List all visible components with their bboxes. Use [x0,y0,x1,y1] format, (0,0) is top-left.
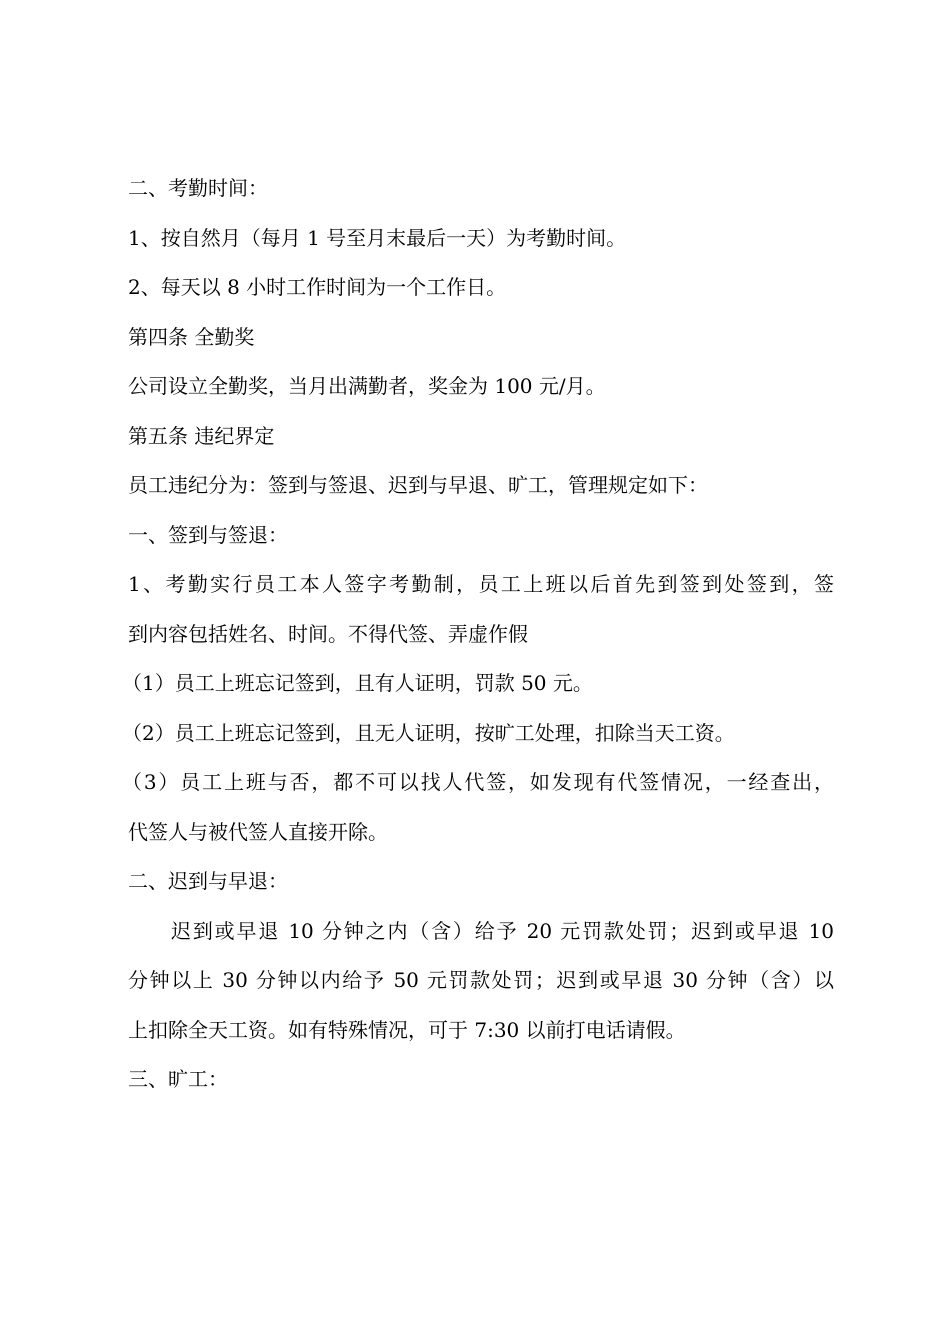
article-heading-violations: 第五条 违纪界定 [128,423,275,448]
section-heading-sign-in: 一、签到与签退： [128,522,288,547]
document-body [122,164,834,1105]
list-item: （3）员工上班与否，都不可以找人代签，如发现有代签情况，一经查出， [122,770,834,794]
paragraph-line: 代签人与被代签人直接开除。 [128,819,388,844]
section-heading-absenteeism: 三、旷工： [128,1067,228,1091]
paragraph-line: 到内容包括姓名、时间。不得代签、弄虚作假 [128,621,528,646]
list-item: （2）员工上班忘记签到，且无人证明，按旷工处理，扣除当天工资。 [122,720,735,745]
paragraph-line: 2、每天以 8 小时工作时间为一个工作日。 [128,275,507,299]
article-heading-full-attendance: 第四条 全勤奖 [128,324,255,349]
paragraph-line: 1、按自然月（每月 1 号至月末最后一天）为考勤时间。 [128,225,627,250]
paragraph-line: 迟到或早退 10 分钟之内（含）给予 20 元罚款处罚；迟到或早退 10 [171,918,834,943]
paragraph-line: 员工违纪分为：签到与签退、迟到与早退、旷工，管理规定如下： [128,473,708,497]
section-heading-attendance-time: 二、考勤时间： [128,176,268,200]
paragraph-line: 1、考勤实行员工本人签字考勤制，员工上班以后首先到签到处签到，签 [128,572,834,596]
paragraph-line: 分钟以上 30 分钟以内给予 50 元罚款处罚；迟到或早退 30 分钟（含）以 [128,968,834,992]
list-item: （1）员工上班忘记签到，且有人证明，罚款 50 元。 [122,671,593,695]
paragraph-line: 上扣除全天工资。如有特殊情况，可于 7:30 以前打电话请假。 [128,1017,686,1042]
paragraph-line: 公司设立全勤奖，当月出满勤者，奖金为 100 元/月。 [128,374,606,398]
section-heading-late-early: 二、迟到与早退： [128,869,288,893]
